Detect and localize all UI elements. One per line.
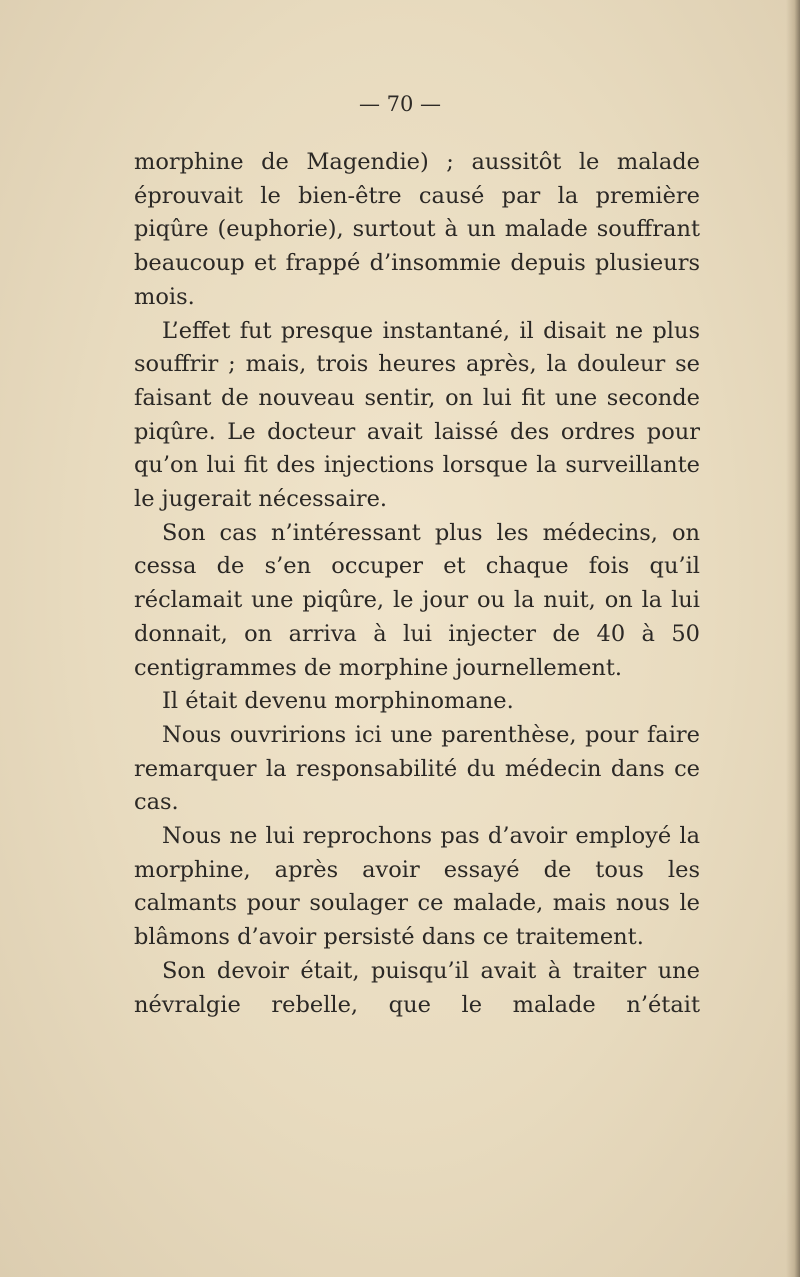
body-text (134, 146, 700, 1022)
paragraph: morphine de Magendie) ; aussitôt le malade éprouvait le bien-être causé par la première piqûre (euphorie), surtout à un malade souffrant beaucoup et frappé d’insommie depuis plusieurs mois. (134, 149, 700, 310)
paragraph: Son devoir était, puisqu’il avait à traiter une névralgie rebelle, que le malade n’était (134, 957, 700, 1018)
paragraph: Il était devenu morphinomane. (162, 688, 514, 715)
paragraph: Nous ouvririons ici une parenthèse, pour faire remarquer la responsabilité du médecin dans ce cas. (134, 721, 700, 816)
page-number: — 70 — (358, 92, 442, 116)
paragraph: Son cas n’intéressant plus les médecins, on cessa de s’en occuper et chaque fois qu’il réclamait une piqûre, le jour ou la nuit, on la lui donnait, on arriva à lui injecter de 40 à 50 centigrammes de morphine journellement. (134, 519, 700, 681)
paragraph: L’effet fut presque instantané, il disait ne plus souffrir ; mais, trois heures après, la douleur se faisant de nouveau sentir, on lui fit une seconde piqûre. Le docteur avait laissé des ordres pour qu’on lui fit des injections lorsque la surveillante le jugerait nécessaire. (134, 317, 700, 513)
page-edge-shadow (786, 0, 800, 1277)
paragraph: Nous ne lui reprochons pas d’avoir employé la morphine, après avoir essayé de tous les calmants pour soulager ce malade, mais nous le blâmons d’avoir persisté dans ce traitement. (134, 823, 700, 951)
